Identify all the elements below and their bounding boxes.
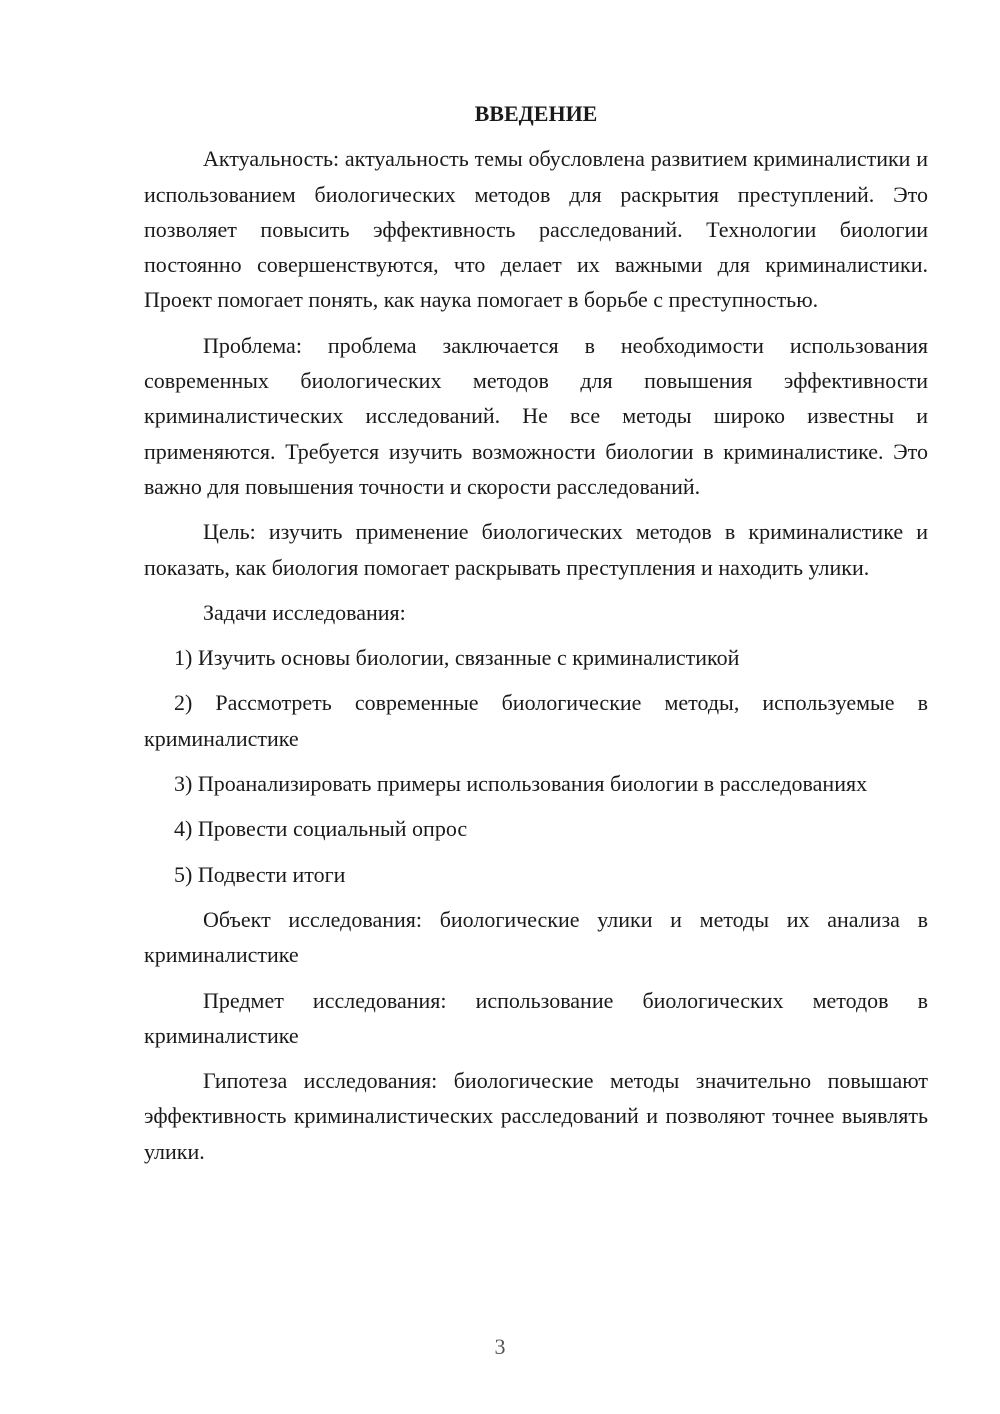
task-item: 4) Провести социальный опрос [174, 816, 468, 842]
section-title: ВВЕДЕНИЕ [474, 101, 598, 126]
problem-paragraph: Проблема: проблема заключается в необходимости использования современных биологических методов для повышения эффективности криминалистических исследований. Не все методы широко известны и применяются. Требуется изучить возможности биологии в криминалистике. Это важно для повышения точности и скорости расследований. [144, 332, 928, 499]
task-item: 1) Изучить основы биологии, связанные с криминалистикой [174, 645, 740, 671]
task-item: 2) Рассмотреть современные биологические методы, используемые в криминалистике [144, 690, 928, 751]
goal-paragraph: Цель: изучить применение биологических методов в криминалистике и показать, как биология помогает раскрывать преступления и находить улики. [144, 519, 928, 580]
object-paragraph: Объект исследования: биологические улики и методы их анализа в криминалистике [144, 906, 928, 968]
tasks-heading: Задачи исследования: [203, 599, 406, 625]
subject-paragraph: Предмет исследования: использование биологических методов в криминалистике [144, 987, 928, 1048]
task-item: 3) Проанализировать примеры использования биологии в расследованиях [174, 771, 868, 797]
task-item: 5) Подвести итоги [174, 861, 346, 887]
document-body [144, 96, 928, 1179]
relevance-paragraph: Актуальность: актуальность темы обусловлена развитием криминалистики и использованием биологических методов для раскрытия преступлений. Это позволяет повысить эффективность расследований. Технологии биологии постоянно совершенствуются, что делает их важными для криминалистики. Проект помогает понять, как наука помогает в борьбе с преступностью. [144, 146, 928, 313]
page-number: 3 [494, 1334, 506, 1359]
hypothesis-paragraph: Гипотеза исследования: биологические методы значительно повышают эффективность криминалистических расследований и позволяют точнее выявлять улики. [144, 1068, 928, 1164]
